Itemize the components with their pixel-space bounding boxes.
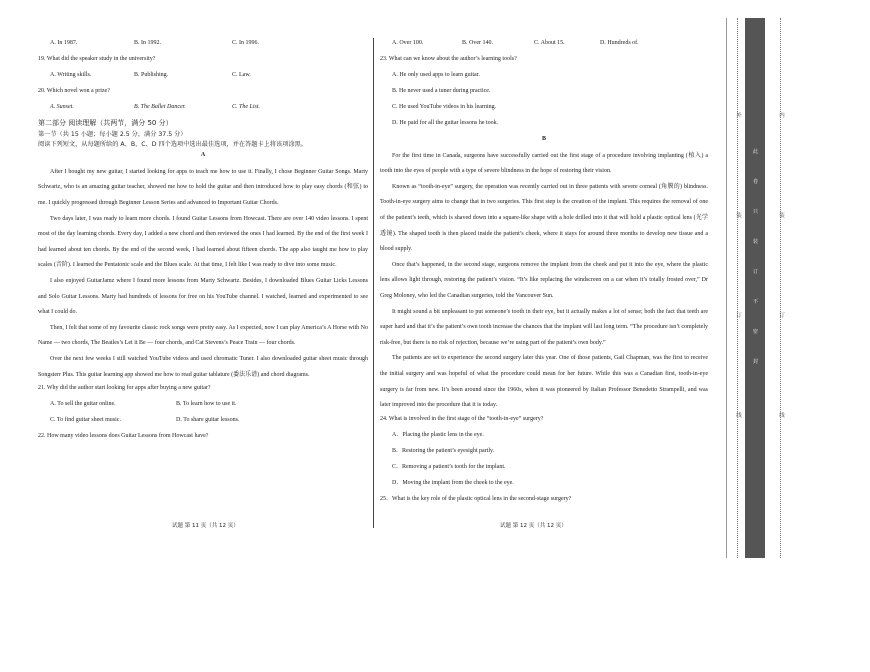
paragraph: Over the next few weeks I still watched YouTube videos and used chromatic Tuner. I also downloaded guitar sheet music through Songsterr Plus. This guitar learning app showed me how to read guitar tablature (委法乐谱) and chord diagrams. [38,355,368,378]
instruction: 阅读下列短文，从每题所给的 A、B、C、D 四个选项中选出最佳选项，并在答题卡上将该项涂黑。 [38,141,307,149]
option: B. Over 140. [462,40,493,46]
option: B. To learn how to use it. [176,401,237,408]
page-footer-left: 试题 第 11 页（共 12 页） [172,523,239,529]
q20-options [50,104,368,112]
paragraph: Once that’s happened, in the second stage, surgeons remove the implant from the cheek and put it into the eye, where the plastic lens allows light through, restoring the patient’s vision. “It’s like replacing the windscreen on a car when it’s totally frosted over,” Dr Greg Moloney, who led the Canadian surgeries, told the Vancouver Sun. [380,261,708,300]
question-25: 25．What is the key role of the plastic optical lens in the second-stage surgery? [380,495,572,502]
binding-strip [745,18,765,558]
paragraph: It might sound a bit unpleasant to put someone’s tooth in their eye, but it actually makes a lot of sense; both the fact that teeth are super hard and that it’s the patient’s own tooth increase the chances that the implant will last long term. “The procedure isn’t completely risk-free, but there is no risk of rejection, because we’re using part of the patient’s own body.” [380,308,708,346]
option: B. He never used a tuner during practice. [392,88,491,94]
option: A. Writing skills. [50,72,92,78]
binding-notice-char: 此 [753,149,759,155]
option: D. To share guitar lessons. [176,417,240,424]
binding-notice-char: 密 [753,329,759,335]
binding-notice-char: 只 [753,209,759,215]
page-footer-right: 试题 第 12 页（共 12 页） [500,523,567,529]
option: D．Moving the implant from the cheek to the eye. [392,479,514,486]
question-21: 21. Why did the author start looking for apps after buying a new guitar? [38,385,211,392]
column-divider [373,38,374,528]
binding-dotted-line [737,18,738,558]
q21-options [50,417,368,425]
binding-mark: 内 [778,112,784,118]
question-23: 23. What can we know about the author’s learning tools? [380,56,517,62]
binding-notice-char: 卷 [753,179,759,185]
passage-label-b: B [541,136,546,142]
option: C．Removing a patient’s tooth for the implant. [392,463,506,470]
option: C. The List. [232,104,261,110]
q21-options [50,401,368,409]
passage-label-a: A [200,152,206,159]
option: C. Law. [232,72,251,78]
paragraph: After I bought my new guitar, I started looking for apps to teach me how to use it. Finally, I chose Beginner Guitar Songs. Marty Schwartz, who is an amazing guitar teacher, showed me how to hold the guitar and then introduced how to play easy chords (和弦) to me. I quickly progressed through Beginner Lesson Series and advanced to Important Guitar Chords. [38,168,368,206]
paragraph: The patients are set to experience the second surgery later this year. One of those patients, Gail Chapman, was the first to receive the initial surgery and was hopeful of what the procedure could mean for her future. While this was a Canadian first, tooth-in-eye surgery is far from new. It’s been around since the 1960s, when it was pioneered by Italian Professor Benedetto Strampelli, and was later improved into the procedure that it is today. [380,355,708,409]
option: A. Over 100. [392,40,424,46]
binding-mark: 装 [735,212,741,218]
option: D. Hundreds of. [600,40,639,46]
binding-notice-char: 订 [753,269,759,275]
option: A. In 1987. [50,40,78,46]
paragraph: Two days later, I was ready to learn more chords. I found Guitar Lessons from Howcast. There are over 140 video lessons. I spent most of the day learning chords. Every day, I added a new chord and then reviewed the ones I had learned. By the end of the first week I had learned about ten chords. By the end of the second week, I had learned about fifteen chords. The app also taught me how to play scales (音阶). I learned the Pentatonic scale and the Blues scale. At that time, I felt like I was ready to dive into some music. [38,215,368,269]
paragraph: Then, I felt that some of my favourite classic rock songs were pretty easy. As I expected, now I can play America’s A Horse with No Name — two chords, The Beatles’s Let it Be — four chords, and Cat Stevens’s Peace Train — four chords. [38,324,368,347]
paragraph: Known as “tooth-in-eye” surgery, the operation was recently carried out in three patients with severe corneal (角膜的) blindness. Tooth-in-eye surgery aims to change that in two surgeries. This first step is the creation of the implant. This requires the removal of one of the patient’s teeth, which is shaved down into a square-like shape with a hole drilled into it that will hold a plastic optical lens (光学透镜). The shaped tooth is then placed inside the patient’s cheek, where it stays for around three months to develop new tissue and a blood supply. [380,183,708,253]
q18-options [50,40,368,48]
binding-mark: 装 [778,212,784,218]
right-column [380,40,708,512]
option: C. To find guitar sheet music. [50,417,121,424]
option: C. He used YouTube videos in his learning. [392,104,497,110]
section-title: 第一节（共 15 小题；每小题 2.5 分，满分 37.5 分） [38,130,187,138]
left-column [38,40,368,449]
binding-mark: 线 [778,412,784,418]
binding-mark: 订 [778,312,784,318]
q22-options [392,40,708,48]
binding-notice-char: 封 [753,359,759,365]
binding-dotted-line [780,18,781,558]
option: B. Publishing. [134,72,169,78]
binding-mark: 订 [735,312,741,318]
question-24: 24. What is involved in the first stage of the “tooth-in-eye” surgery? [380,415,544,422]
question-19: 19. What did the speaker study in the university? [38,56,156,62]
binding-notice-char: 不 [753,299,759,305]
option: C. About 15. [534,40,565,46]
binding-mark: 线 [735,412,741,418]
option: B．Restoring the patient’s eyesight partly. [392,447,495,454]
binding-mark: 外 [735,112,741,118]
paragraph: For the first time in Canada, surgeons have successfully carried out the first stage of a procedure involving implanting (植入) a tooth into the eyes of people with a type of severe blindness in the hope of restoring their vision. [380,152,708,175]
option: A. Sunset. [50,104,74,110]
question-20: 20. Which novel won a prize? [38,88,110,94]
option: C. In 1996. [232,40,259,46]
q19-options [50,72,368,80]
option: A. To sell the guitar online. [50,401,116,408]
option: A．Placing the plastic lens in the eye. [392,431,484,438]
option: A. He only used apps to learn guitar. [392,72,480,78]
option: B. In 1992. [134,40,161,46]
question-22: 22. How many video lessons does Guitar Lessons from Howcast have? [38,433,209,440]
part-title: 第二部分 阅读理解（共两节，满分 50 分） [38,119,173,127]
option: B. The Ballet Dancer. [134,104,186,110]
option: D. He paid for all the guitar lessons he took. [392,120,499,126]
binding-notice-char: 装 [753,239,759,245]
paragraph: I also enjoyed GuitarJamz where I found more lessons from Marty Schwartz. Besides, I downloaded Blues Guitar Licks Lessons and Solo Guitar Lessons. Marty had hundreds of lessons for free on his YouTube channel. I watched, learned and experimented to see what I could do. [38,277,368,316]
